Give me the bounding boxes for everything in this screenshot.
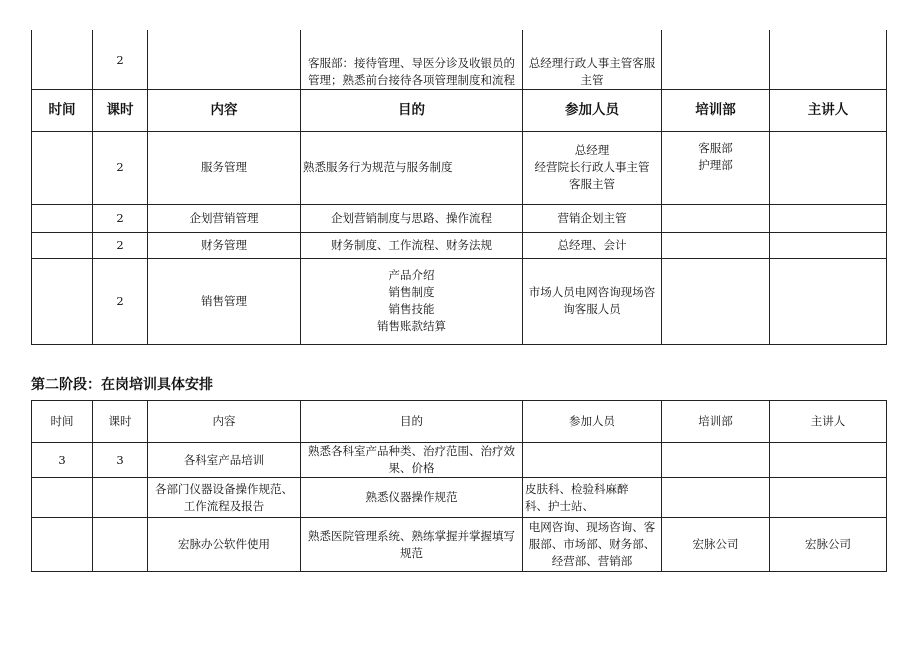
header-row <box>32 89 887 131</box>
dept-cell <box>662 478 770 518</box>
time-cell <box>32 258 93 344</box>
hours-cell <box>93 478 148 518</box>
table-row <box>32 258 887 344</box>
header-content: 内容 <box>148 401 301 443</box>
participants-line: 经营部、营销部 <box>551 554 633 568</box>
hours-cell: 2 <box>93 30 148 89</box>
lecturer-cell <box>770 232 887 258</box>
participants-line: 科、护士站、 <box>525 498 594 513</box>
lecturer-cell <box>770 478 887 518</box>
purpose-line: 客服部：接待管理、导医分诊及收银员的 <box>308 55 515 70</box>
purpose-line: 熟悉各科室产品种类、治疗范围、治疗效 <box>308 444 515 458</box>
content-cell <box>148 30 301 89</box>
dept-cell <box>662 30 770 89</box>
time-cell <box>32 478 93 518</box>
header-hours: 课时 <box>93 89 148 131</box>
time-cell <box>32 30 93 89</box>
table-row <box>32 443 887 478</box>
participants-line: 询客服人员 <box>563 302 621 316</box>
lecturer-cell <box>770 30 887 89</box>
dept-cell <box>662 443 770 478</box>
header-content: 内容 <box>148 89 301 131</box>
participants-line: 经营院长行政人事主管 <box>534 160 650 174</box>
content-cell: 销售管理 <box>148 258 301 344</box>
time-cell <box>32 204 93 232</box>
time-cell <box>32 131 93 204</box>
participants-cell <box>523 131 662 204</box>
table-row <box>32 478 887 518</box>
hours-cell: 2 <box>93 131 148 204</box>
header-purpose: 目的 <box>301 89 523 131</box>
dept-cell: 宏脉公司 <box>662 518 770 572</box>
content-cell: 财务管理 <box>148 232 301 258</box>
stage2-title: 第二阶段：在岗培训具体安排 <box>31 377 213 393</box>
table-row <box>32 204 887 232</box>
hours-cell <box>93 518 148 572</box>
time-cell <box>32 232 93 258</box>
table-row <box>32 232 887 258</box>
purpose-line: 销售技能 <box>388 302 435 316</box>
content-line: 各部门仪器设备操作规范、 <box>155 481 293 496</box>
lecturer-cell: 宏脉公司 <box>770 518 887 572</box>
header-participants: 参加人员 <box>523 89 662 131</box>
header-participants: 参加人员 <box>523 401 662 443</box>
header-row <box>32 401 887 443</box>
content-cell <box>148 478 301 518</box>
dept-cell <box>662 204 770 232</box>
participants-cell <box>523 30 662 89</box>
purpose-line: 果、价格 <box>388 461 435 475</box>
header-dept: 培训部 <box>662 89 770 131</box>
participants-line: 市场人员电网咨询现场咨 <box>528 285 656 299</box>
header-purpose: 目的 <box>301 401 523 443</box>
participants-cell <box>523 478 662 518</box>
header-lecturer: 主讲人 <box>770 401 887 443</box>
dept-line: 护理部 <box>698 157 733 172</box>
lecturer-cell <box>770 258 887 344</box>
dept-cell <box>662 258 770 344</box>
content-line: 工作流程及报告 <box>183 498 265 513</box>
header-time: 时间 <box>32 401 93 443</box>
header-lecturer: 主讲人 <box>770 89 887 131</box>
participants-cell: 营销企划主管 <box>523 204 662 232</box>
participants-cell <box>523 258 662 344</box>
participants-cell <box>523 443 662 478</box>
participants-cell <box>523 518 662 572</box>
purpose-cell: 熟悉仪器操作规范 <box>301 478 523 518</box>
participants-line: 主管 <box>580 72 604 87</box>
purpose-cell <box>301 443 523 478</box>
content-cell: 宏脉办公软件使用 <box>148 518 301 572</box>
dept-cell <box>662 232 770 258</box>
stage2-table <box>31 400 887 572</box>
content-cell: 各科室产品培训 <box>148 443 301 478</box>
purpose-cell <box>301 258 523 344</box>
participants-line: 皮肤科、检验科麻醉 <box>525 481 629 496</box>
lecturer-cell <box>770 131 887 204</box>
dept-line: 客服部 <box>698 140 733 155</box>
purpose-cell: 财务制度、工作流程、财务法规 <box>301 232 523 258</box>
lecturer-cell <box>770 204 887 232</box>
participants-line: 客服主管 <box>569 177 615 191</box>
header-hours: 课时 <box>93 401 148 443</box>
table-row <box>32 518 887 572</box>
participants-line: 服部、市场部、财务部、 <box>528 537 656 551</box>
purpose-line: 管理；熟悉前台接待各项管理制度和流程 <box>308 72 515 87</box>
hours-cell: 2 <box>93 232 148 258</box>
table-row <box>32 131 887 204</box>
purpose-line: 规范 <box>400 545 423 560</box>
time-cell: 3 <box>32 443 93 478</box>
header-dept: 培训部 <box>662 401 770 443</box>
header-time: 时间 <box>32 89 93 131</box>
content-cell: 企划营销管理 <box>148 204 301 232</box>
purpose-cell <box>301 518 523 572</box>
participants-cell: 总经理、会计 <box>523 232 662 258</box>
table-row <box>32 30 887 89</box>
purpose-cell: 熟悉服务行为规范与服务制度 <box>301 131 523 204</box>
hours-cell: 2 <box>93 204 148 232</box>
purpose-cell: 企划营销制度与思路、操作流程 <box>301 204 523 232</box>
purpose-cell <box>301 30 523 89</box>
hours-cell: 3 <box>93 443 148 478</box>
participants-line: 电网咨询、现场咨询、客 <box>528 520 656 534</box>
stage1-table <box>31 30 887 345</box>
hours-cell: 2 <box>93 258 148 344</box>
purpose-line: 销售账款结算 <box>377 319 446 333</box>
content-cell: 服务管理 <box>148 131 301 204</box>
purpose-line: 销售制度 <box>388 285 435 299</box>
purpose-line: 产品介绍 <box>388 268 435 282</box>
participants-line: 总经理行政人事主管客服 <box>528 55 656 70</box>
participants-line: 总经理 <box>574 143 610 157</box>
purpose-line: 熟悉医院管理系统、熟练掌握并掌握填写 <box>308 528 515 543</box>
lecturer-cell <box>770 443 887 478</box>
dept-cell <box>662 131 770 204</box>
time-cell <box>32 518 93 572</box>
